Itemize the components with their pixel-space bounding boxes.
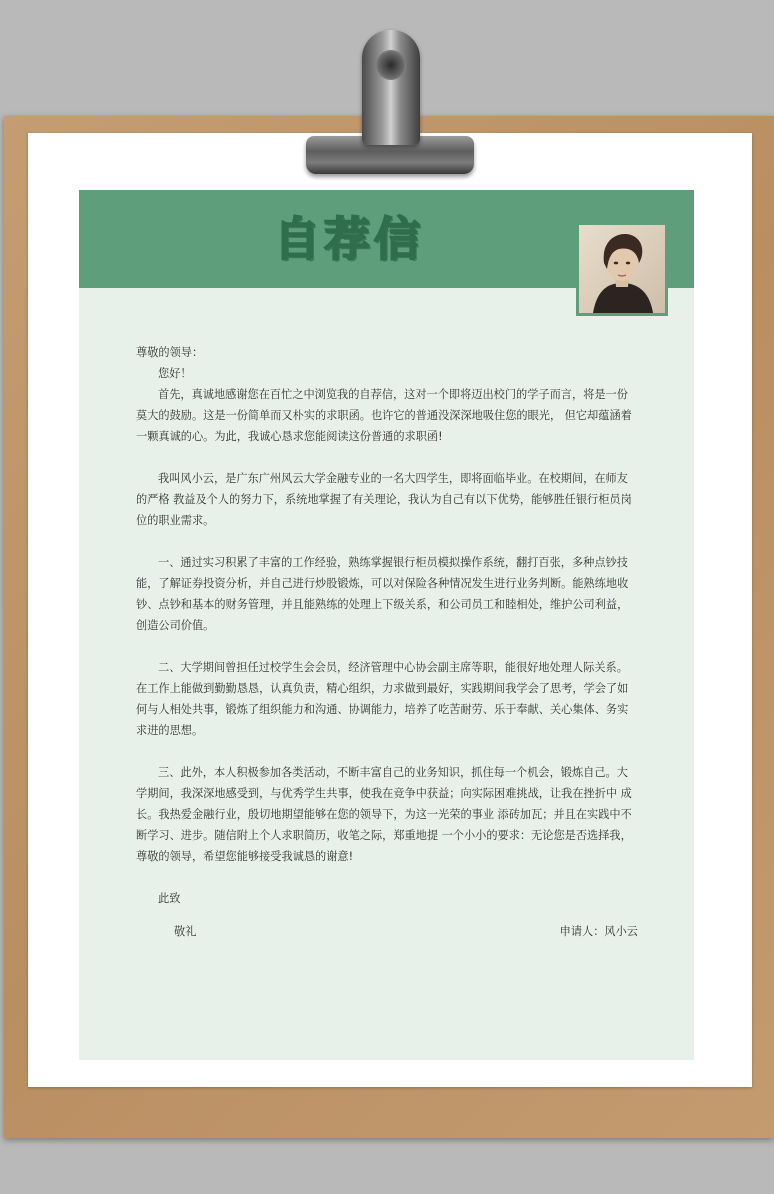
profile-photo-frame <box>576 222 668 316</box>
regards: 敬礼 <box>174 925 197 938</box>
paragraph-point-3: 三、此外，本人积极参加各类活动，不断丰富自己的业务知识，抓住每一个机会，锻炼自己。大学期间，我深深地感受到，与优秀学生共事，使我在竞争中获益；向实际困难挑战，让我在挫折中 成长。我热爱金融行业，殷切地期望能够在您的领导下，为这一光荣的事业 添砖加瓦；并且在实践中不断学习、进步。随信附上个人求职简历，收笔之际，郑重地提 一个小小的要求：无论您是否选择我，尊敬的领导，希望您能够接受我诚恳的谢意! <box>136 766 632 863</box>
greeting: 您好！ <box>158 367 192 380</box>
letter-body <box>136 342 638 942</box>
clip-arm <box>362 30 420 145</box>
closing: 此致 <box>158 892 181 905</box>
letter-title: 自荐信 <box>274 212 424 266</box>
paragraph-point-2: 二、大学期间曾担任过校学生会会员，经济管理中心协会副主席等职，能很好地处理人际关系。在工作上能做到勤勤恳恳，认真负责，精心组织，力求做到最好，实践期间我学会了思考，学会了如何与人相处共事，锻炼了组织能力和沟通、协调能力，培养了吃苦耐劳、乐于奉献、关心集体、务实求进的思想。 <box>136 661 629 737</box>
profile-photo <box>579 225 665 313</box>
paragraph-point-1: 一、通过实习积累了丰富的工作经验，熟练掌握银行柜员模拟操作系统，翻打百张，多种点钞技能，了解证券投资分析，并自己进行炒股锻炼，可以对保险各种情况发生进行业务判断。能熟练地收钞、点钞和基本的财务管理，并且能熟练的处理上下级关系，和公司员工和睦相处，维护公司利益，创造公司价值。 <box>136 556 629 632</box>
salutation: 尊敬的领导： <box>136 346 204 359</box>
signature: 申请人：风小云 <box>559 925 638 938</box>
paragraph-self-intro: 我叫风小云，是广东广州风云大学金融专业的一名大四学生，即将面临毕业。在校期间，在师友的严格 教益及个人的努力下，系统地掌握了有关理论，我认为自己有以下优势，能够胜任银行柜员岗位的职业需求。 <box>136 472 632 527</box>
clip-rivet <box>376 50 406 80</box>
paragraph-intro: 首先，真诚地感谢您在百忙之中浏览我的自荐信，这对一个即将迈出校门的学子而言，将是一份莫大的鼓励。这是一份简单而又朴实的求职函。也许它的普通没深深地吸住您的眼光， 但它却蕴涵着一颗真诚的心。为此，我诚心恳求您能阅读这份普通的求职函! <box>136 388 632 443</box>
